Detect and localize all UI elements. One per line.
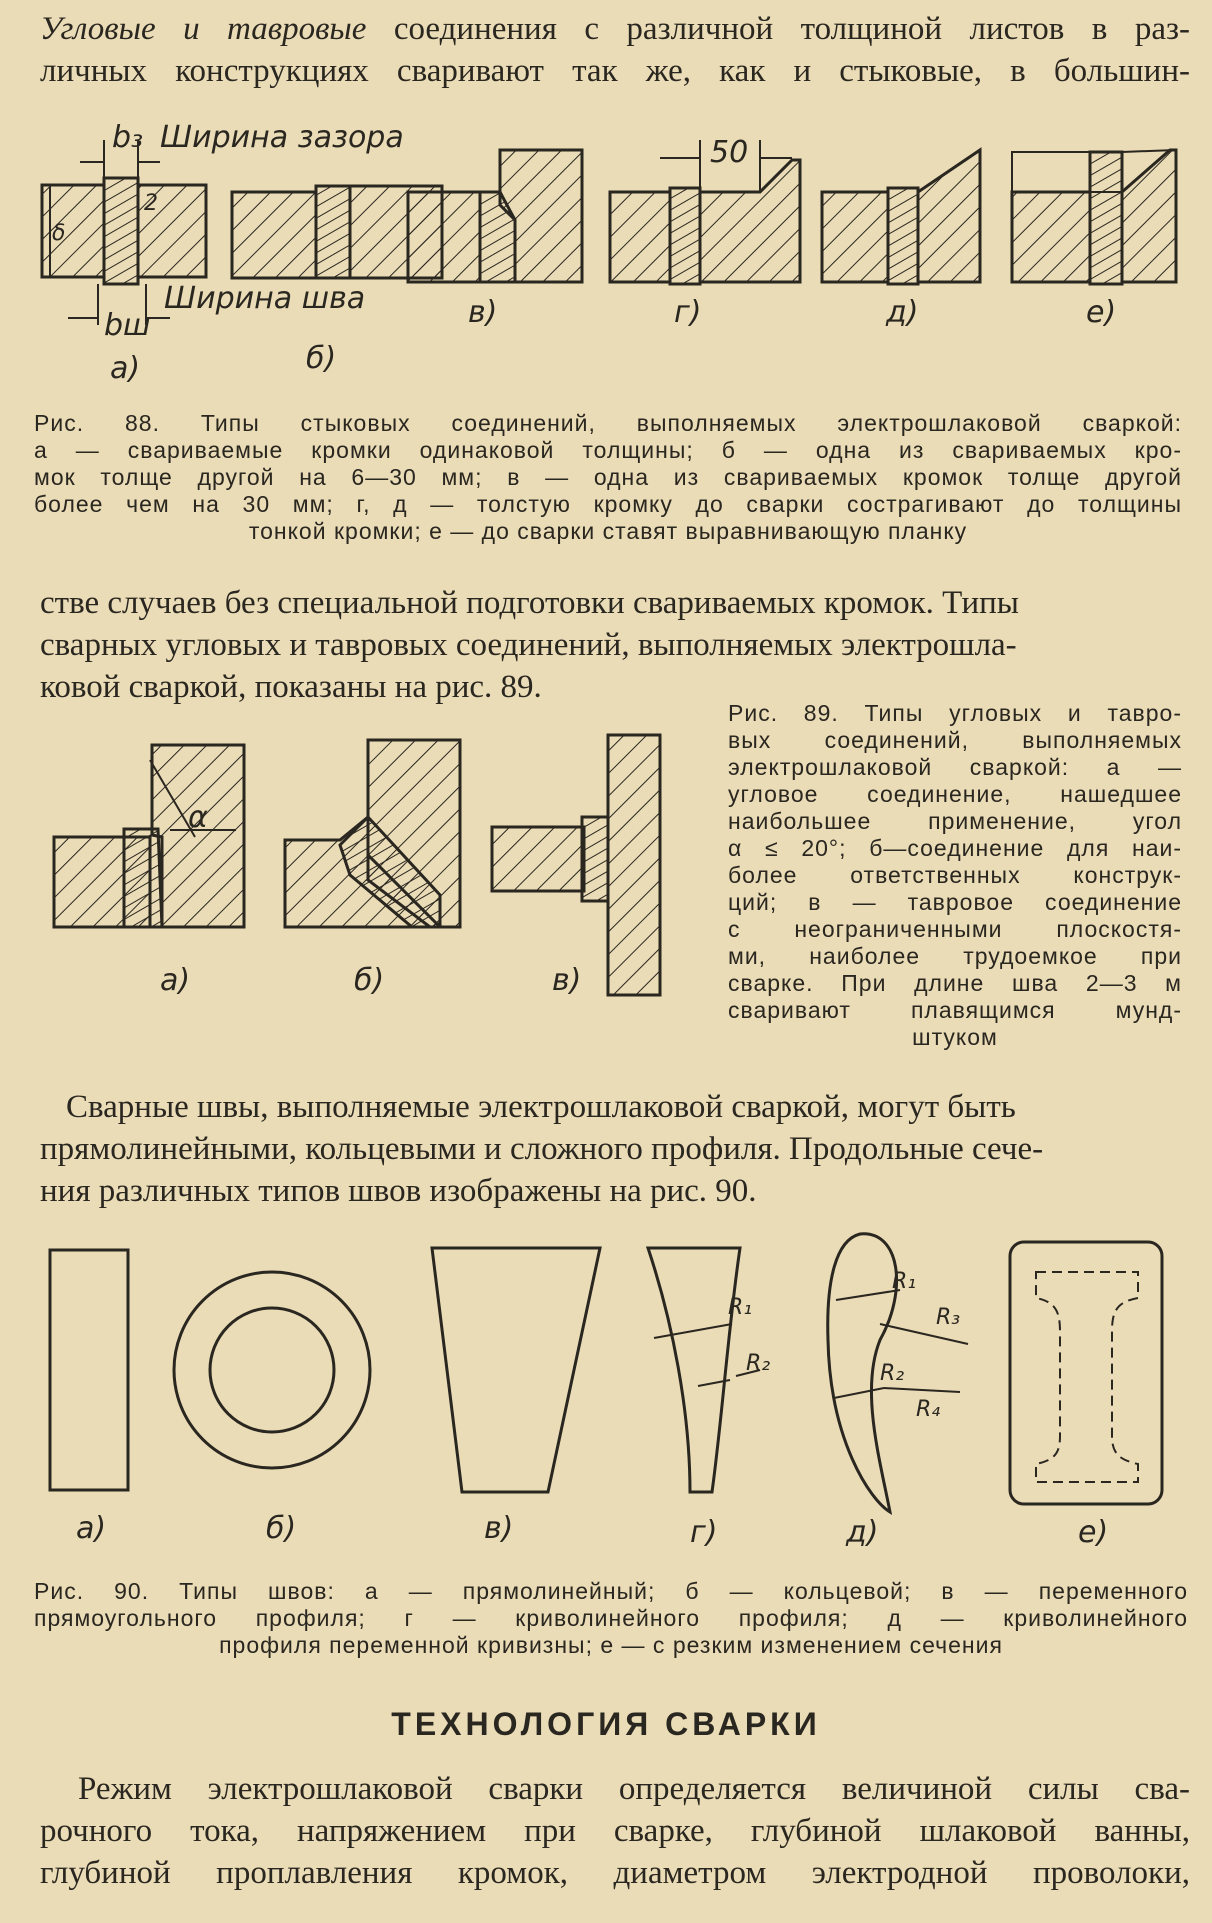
caption-line: сварке. При длине шва 2—3 м bbox=[728, 970, 1182, 996]
panel-label: д) bbox=[846, 1515, 879, 1550]
caption-line: тонкой кромки; е — до сварки ставят выравнивающую планку bbox=[248, 518, 968, 544]
panel-label: е) bbox=[1078, 1515, 1109, 1550]
paragraph-line: Угловые и тавровые соединения с различной толщиной листов в раз- bbox=[40, 11, 1190, 47]
label-radius: R₁ bbox=[892, 1269, 917, 1294]
label-radius: R₁ bbox=[728, 1295, 753, 1320]
label-radius: R₃ bbox=[936, 1305, 961, 1330]
label-delta: δ bbox=[52, 221, 66, 246]
plate bbox=[608, 735, 660, 995]
panel-label: б) bbox=[266, 1511, 297, 1546]
paragraph-line: ковой сваркой, показаны на рис. 89. bbox=[40, 669, 542, 705]
panel-label: в) bbox=[552, 963, 582, 998]
label-fifty: 50 bbox=[710, 135, 749, 170]
caption-line: ми, наиболее трудоемкое при bbox=[728, 943, 1182, 969]
caption-line: сваривают плавящимся мунд- bbox=[728, 997, 1182, 1023]
caption-line: α ≤ 20°; б—соединение для наи- bbox=[728, 835, 1182, 861]
figure-88-drawing bbox=[0, 100, 1212, 400]
caption-line: а — свариваемые кромки одинаковой толщины; б — одна из свариваемых кро- bbox=[34, 437, 1182, 463]
panel-label: е) bbox=[1086, 295, 1117, 330]
seam-straight bbox=[50, 1250, 128, 1490]
seam-variable bbox=[432, 1248, 600, 1492]
plate bbox=[492, 827, 584, 891]
label-two: 2 bbox=[144, 191, 158, 216]
label-bsh: bш bbox=[104, 308, 151, 343]
caption-line: угловое соединение, нашедшее bbox=[728, 781, 1182, 807]
panel-label: б) bbox=[306, 341, 337, 376]
caption-line: мок толще другой на 6—30 мм; в — одна из свариваемых кромок толще другой bbox=[34, 464, 1182, 490]
weld-seam bbox=[888, 188, 918, 284]
seam-ring-outer bbox=[174, 1272, 370, 1468]
panel-label: б) bbox=[354, 963, 385, 998]
paragraph-fig89-ref bbox=[40, 582, 1190, 708]
label-b3: b₃ bbox=[112, 120, 144, 155]
weld-seam bbox=[316, 186, 350, 278]
panel-label: а) bbox=[160, 963, 191, 998]
panel-label: в) bbox=[468, 295, 498, 330]
caption-line: Рис. 88. Типы стыковых соединений, выполняемых электрошлаковой сваркой: bbox=[34, 410, 1182, 436]
plate bbox=[918, 150, 980, 282]
label-gap-width: Ширина зазора bbox=[160, 120, 404, 155]
seam-abrupt-change bbox=[1010, 1242, 1162, 1504]
figure-90-drawing bbox=[0, 1220, 1212, 1560]
paragraph-technology bbox=[40, 1768, 1190, 1894]
caption-line: штуком bbox=[912, 1024, 998, 1050]
paragraph-line: прямолинейными, кольцевыми и сложного профиля. Продольные сече- bbox=[40, 1131, 1044, 1167]
figure-89-drawing bbox=[0, 725, 700, 1025]
panel-label: в) bbox=[484, 1511, 514, 1546]
caption-line: ций; в — тавровое соединение bbox=[728, 889, 1182, 915]
caption-line: с неограниченными плоскостя- bbox=[728, 916, 1182, 942]
plate bbox=[610, 192, 670, 282]
section-heading: ТЕХНОЛОГИЯ СВАРКИ bbox=[391, 1706, 821, 1742]
seam-curved bbox=[648, 1248, 740, 1492]
caption-line: более ответственных конструк- bbox=[728, 862, 1182, 888]
caption-line: профиля переменной кривизны; е — с резким изменением сечения bbox=[219, 1632, 1003, 1658]
plate bbox=[232, 192, 316, 278]
caption-line: более чем на 30 мм; г, д — толстую кромку до сварки сострагивают до толщины bbox=[34, 491, 1182, 517]
plate bbox=[1122, 150, 1176, 282]
figure-90-caption bbox=[34, 1578, 1188, 1659]
weld-seam bbox=[670, 188, 700, 284]
weld-seam bbox=[104, 178, 138, 284]
label-alpha: α bbox=[188, 800, 208, 835]
figure-89-caption bbox=[728, 700, 1182, 1051]
paragraph-intro bbox=[40, 8, 1190, 92]
italic-lead: Угловые и тавровые bbox=[40, 11, 367, 47]
panel-label: г) bbox=[674, 295, 702, 330]
caption-line: Рис. 89. Типы угловых и тавро- bbox=[728, 700, 1182, 726]
panel-label: а) bbox=[76, 1511, 107, 1546]
plate bbox=[1012, 192, 1090, 282]
plate bbox=[152, 745, 244, 927]
paragraph-line: ния различных типов швов изображены на рис. 90. bbox=[40, 1173, 757, 1209]
paragraph-line: сварных угловых и тавровых соединений, выполняемых электрошла- bbox=[40, 627, 1017, 663]
plate bbox=[822, 192, 888, 282]
seam-ring-inner bbox=[210, 1308, 334, 1432]
caption-line: прямоугольного профиля; г — криволинейного профиля; д — криволинейного bbox=[34, 1605, 1188, 1631]
panel-label: г) bbox=[690, 1515, 718, 1550]
paragraph-line: Сварные швы, выполняемые электрошлаковой сваркой, могут быть bbox=[66, 1089, 1016, 1125]
panel-label: д) bbox=[886, 295, 919, 330]
label-radius: R₄ bbox=[916, 1397, 941, 1422]
label-seam-width: Ширина шва bbox=[164, 281, 366, 316]
paragraph-line: Режим электрошлаковой сварки определяется величиной силы сва- bbox=[78, 1771, 1190, 1807]
paragraph-line: личных конструкциях сваривают так же, как и стыковые, в большин- bbox=[40, 53, 1190, 89]
caption-line: электрошлаковой сваркой: а — bbox=[728, 754, 1182, 780]
weld-seam bbox=[1090, 152, 1122, 284]
paragraph-line: рочного тока, напряжением при сварке, глубиной шлаковой ванны, bbox=[40, 1813, 1190, 1849]
caption-line: вых соединений, выполняемых bbox=[728, 727, 1182, 753]
plate bbox=[700, 160, 800, 282]
panel-label: а) bbox=[110, 351, 141, 386]
weld-seam bbox=[582, 817, 608, 901]
figure-88-caption bbox=[34, 410, 1182, 545]
label-radius: R₂ bbox=[746, 1351, 771, 1376]
paragraph-line: глубиной проплавления кромок, диаметром электродной проволоки, bbox=[40, 1855, 1190, 1891]
paragraph-fig90-ref bbox=[40, 1086, 1188, 1212]
plate bbox=[408, 192, 480, 282]
label-radius: R₂ bbox=[880, 1361, 905, 1386]
paragraph-line: стве случаев без специальной подготовки свариваемых кромок. Типы bbox=[40, 585, 1019, 621]
weld-seam bbox=[124, 829, 162, 927]
caption-line: наибольшее применение, угол bbox=[728, 808, 1182, 834]
caption-line: Рис. 90. Типы швов: а — прямолинейный; б — кольцевой; в — переменного bbox=[34, 1578, 1188, 1604]
